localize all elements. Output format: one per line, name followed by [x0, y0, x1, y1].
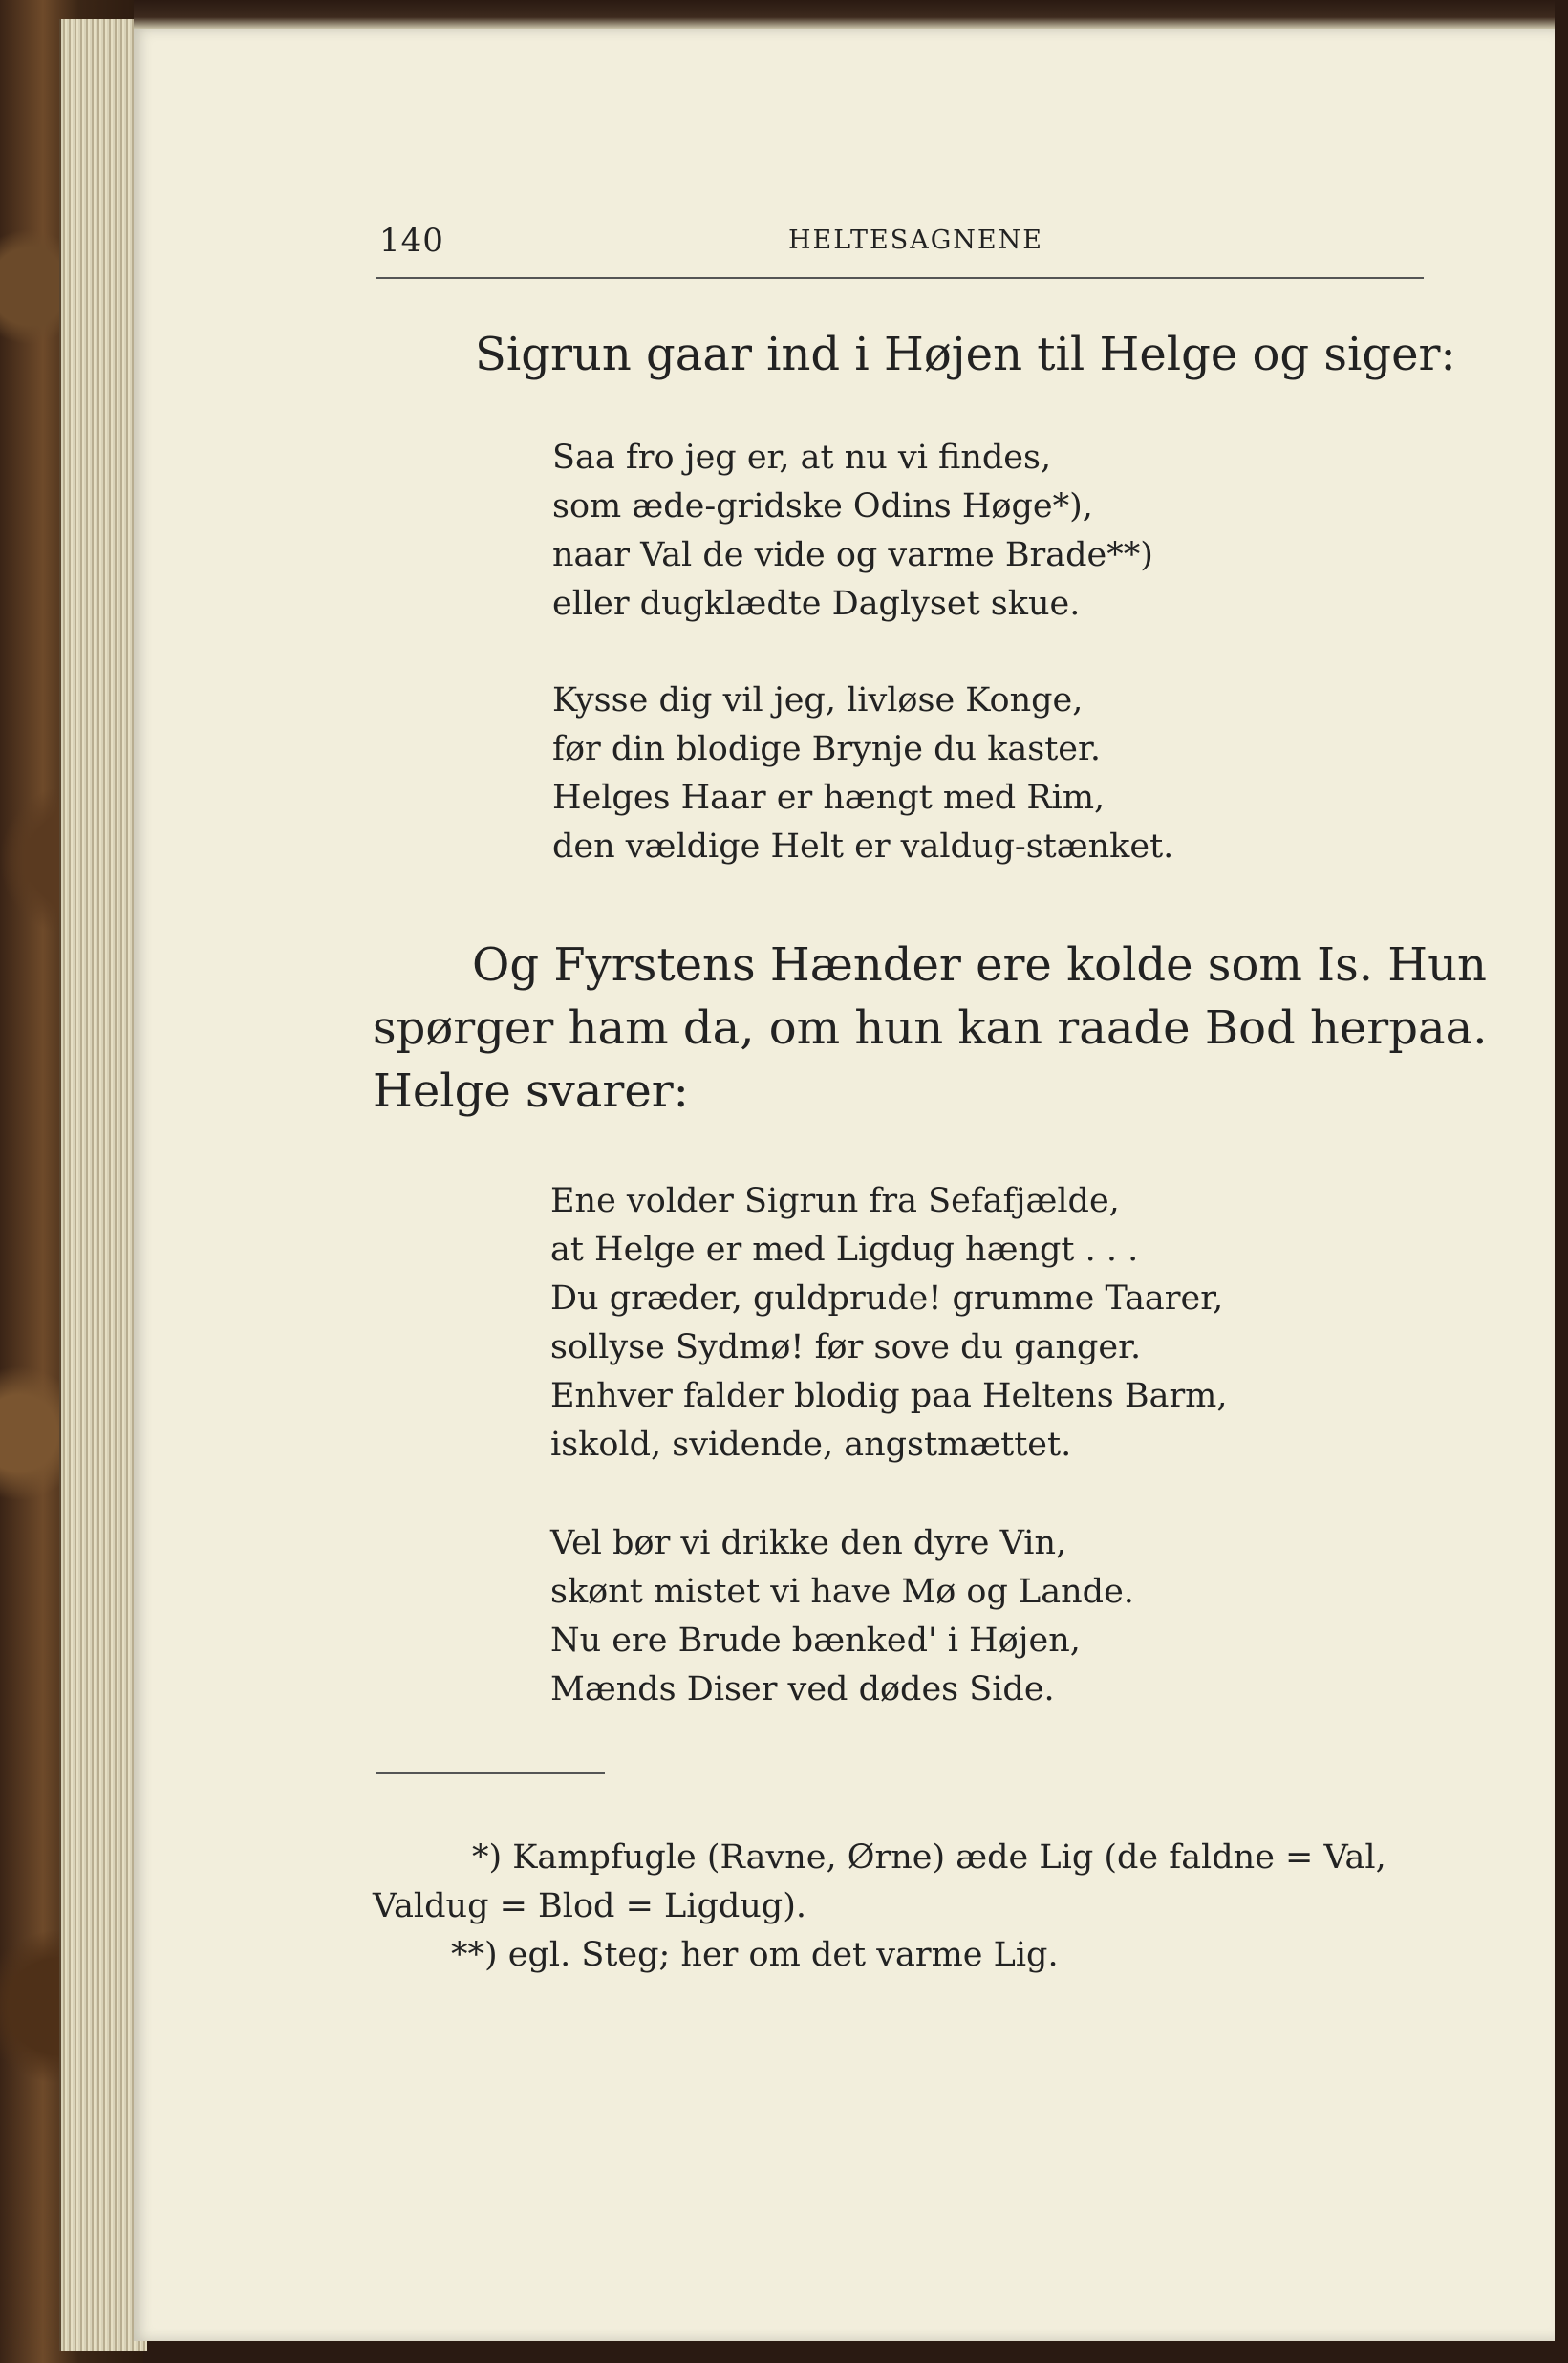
intro-line: Sigrun gaar ind i Højen til Helge og siger:: [475, 328, 1456, 381]
stanza3-line1: Ene volder Sigrun fra Sefafjælde,: [550, 1182, 1120, 1220]
page-number: 140: [379, 222, 444, 260]
stanza3-line4: sollyse Sydmø! før sove du ganger.: [550, 1328, 1142, 1366]
prose2-line3: Helge svarer:: [373, 1064, 689, 1118]
stanza2-line3: Helges Haar er hængt med Rim,: [552, 779, 1106, 817]
right-edge: [1555, 0, 1568, 2363]
prose2-line2: spørger ham da, om hun kan raade Bod herpaa.: [373, 1001, 1488, 1055]
footnote-rule: [376, 1772, 605, 1774]
footnote1-line1: *) Kampfugle (Ravne, Ørne) æde Lig (de faldne = Val,: [472, 1838, 1386, 1877]
stanza2-line4: den vældige Helt er valdug-stænket.: [552, 827, 1174, 866]
stanza3-line5: Enhver falder blodig paa Heltens Barm,: [550, 1377, 1228, 1415]
footnote2-line1: **) egl. Steg; her om det varme Lig.: [451, 1936, 1059, 1974]
prose2-line1: Og Fyrstens Hænder ere kolde som Is. Hun: [472, 938, 1487, 992]
header-rule: [376, 277, 1424, 279]
stanza4-line4: Mænds Diser ved dødes Side.: [550, 1670, 1055, 1708]
top-edge: [134, 0, 1568, 29]
stanza1-line2: som æde-gridske Odins Høge*),: [552, 487, 1093, 526]
stanza3-line3: Du græder, guldprude! grumme Taarer,: [550, 1279, 1224, 1318]
stanza1-line1: Saa fro jeg er, at nu vi findes,: [552, 439, 1052, 477]
stanza3-line6: iskold, svidende, angstmættet.: [550, 1426, 1072, 1464]
stanza2-line1: Kysse dig vil jeg, livløse Konge,: [552, 681, 1084, 720]
running-title: HELTESAGNENE: [788, 226, 1043, 255]
stanza3-line2: at Helge er med Ligdug hængt . . .: [550, 1231, 1139, 1269]
stanza2-line2: før din blodige Brynje du kaster.: [552, 730, 1102, 768]
stanza1-line4: eller dugklædte Daglyset skue.: [552, 585, 1081, 623]
stanza4-line3: Nu ere Brude bænked' i Højen,: [550, 1622, 1081, 1660]
stanza1-line3: naar Val de vide og varme Brade**): [552, 536, 1153, 574]
footnote1-line2: Valdug = Blod = Ligdug).: [373, 1887, 806, 1925]
stanza4-line1: Vel bør vi drikke den dyre Vin,: [550, 1524, 1067, 1562]
stanza4-line2: skønt mistet vi have Mø og Lande.: [550, 1573, 1134, 1611]
